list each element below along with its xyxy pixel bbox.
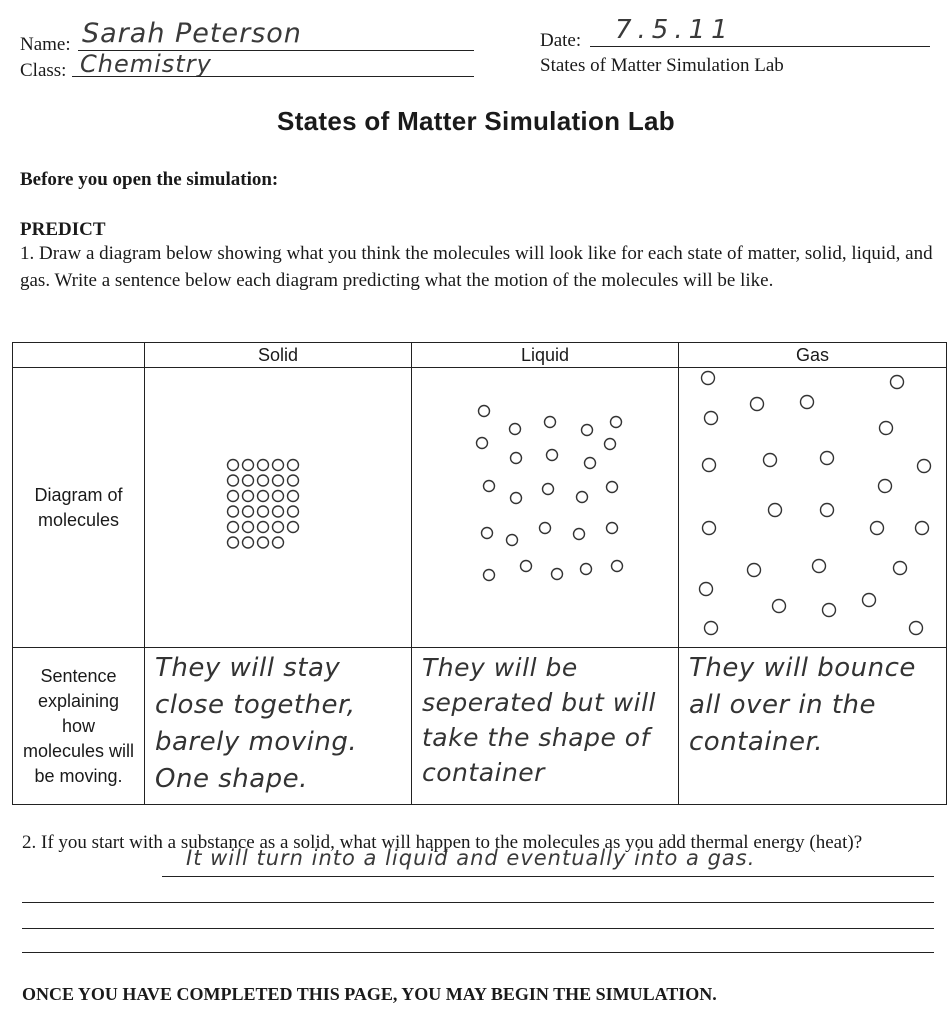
molecule-circle: [863, 594, 876, 607]
molecule-circle: [477, 438, 488, 449]
molecule-circle: [705, 412, 718, 425]
molecule-circle: [484, 570, 495, 581]
molecule-circle: [243, 537, 254, 548]
header-blank: [13, 343, 145, 368]
molecule-circle: [823, 604, 836, 617]
gas-answer: They will bounce all over in the container.: [689, 653, 916, 757]
predict-heading: PREDICT: [20, 219, 106, 240]
footer-instruction: ONCE YOU HAVE COMPLETED THIS PAGE, YOU MAY BEGIN THE SIMULATION.: [22, 984, 717, 1004]
date-underline: [590, 46, 930, 47]
molecule-circle: [821, 452, 834, 465]
molecule-circle: [273, 506, 284, 517]
row-label-diagram: Diagram of molecules: [13, 368, 145, 648]
liquid-answer: They will be seperated but will take the shape of container: [422, 653, 656, 787]
molecule-circle: [700, 583, 713, 596]
molecule-circle: [273, 522, 284, 533]
date-label: Date:: [540, 30, 582, 51]
molecule-circle: [702, 372, 715, 385]
molecule-circle: [879, 480, 892, 493]
header-subtitle: States of Matter Simulation Lab: [540, 55, 784, 76]
page-title: States of Matter Simulation Lab: [277, 106, 675, 136]
molecule-circle: [607, 482, 618, 493]
molecule-circle: [228, 491, 239, 502]
molecule-circle: [288, 522, 299, 533]
liquid-answer-cell: [412, 648, 679, 805]
answer-line-2: [22, 902, 934, 903]
molecule-circle: [543, 484, 554, 495]
molecule-circle: [607, 523, 618, 534]
molecule-circle: [288, 475, 299, 486]
molecule-circle: [243, 460, 254, 471]
molecule-circle: [228, 475, 239, 486]
molecule-circle: [243, 506, 254, 517]
date-value: 7.5.11: [615, 15, 734, 45]
molecule-circle: [547, 450, 558, 461]
molecule-circle: [273, 460, 284, 471]
molecule-circle: [507, 535, 518, 546]
molecule-circle: [540, 523, 551, 534]
molecule-circle: [243, 491, 254, 502]
solid-diagram-cell: [145, 368, 412, 648]
question-2: 2. If you start with a substance as a solid, what will happen to the molecules as you add thermal energy (heat)?: [22, 832, 863, 853]
molecule-circle: [813, 560, 826, 573]
liquid-diagram-cell: [412, 368, 679, 648]
molecule-circle: [769, 504, 782, 517]
molecule-circle: [605, 439, 616, 450]
molecule-circle: [801, 396, 814, 409]
molecule-circle: [228, 460, 239, 471]
molecule-circle: [258, 460, 269, 471]
header-gas: Gas: [679, 343, 947, 368]
molecule-circle: [773, 600, 786, 613]
molecule-circle: [582, 425, 593, 436]
molecule-circle: [228, 537, 239, 548]
molecule-circle: [288, 506, 299, 517]
prediction-table: [12, 342, 947, 805]
class-value: Chemistry: [80, 50, 212, 78]
molecule-circle: [764, 454, 777, 467]
class-label: Class:: [20, 60, 67, 81]
molecule-circle: [703, 459, 716, 472]
molecule-circle: [511, 453, 522, 464]
molecule-circle: [703, 522, 716, 535]
molecule-circle: [228, 506, 239, 517]
molecule-circle: [288, 460, 299, 471]
class-underline: [72, 76, 474, 77]
header-liquid: Liquid: [412, 343, 679, 368]
molecule-circle: [243, 475, 254, 486]
molecule-circle: [482, 528, 493, 539]
molecule-circle: [273, 475, 284, 486]
molecule-circle: [894, 562, 907, 575]
molecule-circle: [243, 522, 254, 533]
name-label: Name:: [20, 34, 71, 55]
molecule-circle: [479, 406, 490, 417]
gas-molecules-drawing: [679, 368, 946, 648]
molecule-circle: [258, 537, 269, 548]
molecule-circle: [511, 493, 522, 504]
question-1: 1. Draw a diagram below showing what you think the molecules will look like for each state of matter, solid, liquid, and gas. Write a sentence below each diagram predicting what the motion of the molecules will be like.: [20, 243, 933, 291]
molecule-circle: [510, 424, 521, 435]
molecule-circle: [916, 522, 929, 535]
molecule-circle: [918, 460, 931, 473]
molecule-circle: [577, 492, 588, 503]
molecule-circle: [258, 522, 269, 533]
gas-answer-cell: [679, 648, 947, 805]
molecule-circle: [228, 522, 239, 533]
gas-diagram-cell: [679, 368, 947, 648]
row-label-sentence: Sentence explaining how molecules will be moving.: [13, 648, 145, 805]
solid-answer-cell: [145, 648, 412, 805]
molecule-circle: [821, 504, 834, 517]
molecule-circle: [910, 622, 923, 635]
molecule-circle: [288, 491, 299, 502]
answer-line-1: [162, 876, 934, 877]
molecule-circle: [611, 417, 622, 428]
molecule-circle: [545, 417, 556, 428]
molecule-circle: [612, 561, 623, 572]
molecule-circle: [258, 491, 269, 502]
molecule-circle: [751, 398, 764, 411]
answer-line-3: [22, 928, 934, 929]
molecule-circle: [705, 622, 718, 635]
molecule-circle: [273, 537, 284, 548]
molecule-circle: [574, 529, 585, 540]
header-solid: Solid: [145, 343, 412, 368]
molecule-circle: [258, 475, 269, 486]
molecule-circle: [581, 564, 592, 575]
question-2-answer: It will turn into a liquid and eventually into a gas.: [186, 846, 756, 870]
liquid-molecules-drawing: [412, 368, 678, 648]
solid-answer: They will stay close together, barely moving. One shape.: [155, 653, 358, 794]
molecule-circle: [748, 564, 761, 577]
molecule-circle: [871, 522, 884, 535]
molecule-circle: [891, 376, 904, 389]
solid-molecules-drawing: [145, 368, 411, 648]
molecule-circle: [273, 491, 284, 502]
molecule-circle: [484, 481, 495, 492]
molecule-circle: [258, 506, 269, 517]
molecule-circle: [880, 422, 893, 435]
molecule-circle: [552, 569, 563, 580]
molecule-circle: [585, 458, 596, 469]
before-heading: Before you open the simulation:: [20, 169, 279, 190]
molecule-circle: [521, 561, 532, 572]
answer-line-4: [22, 952, 934, 953]
name-value: Sarah Peterson: [82, 18, 302, 49]
